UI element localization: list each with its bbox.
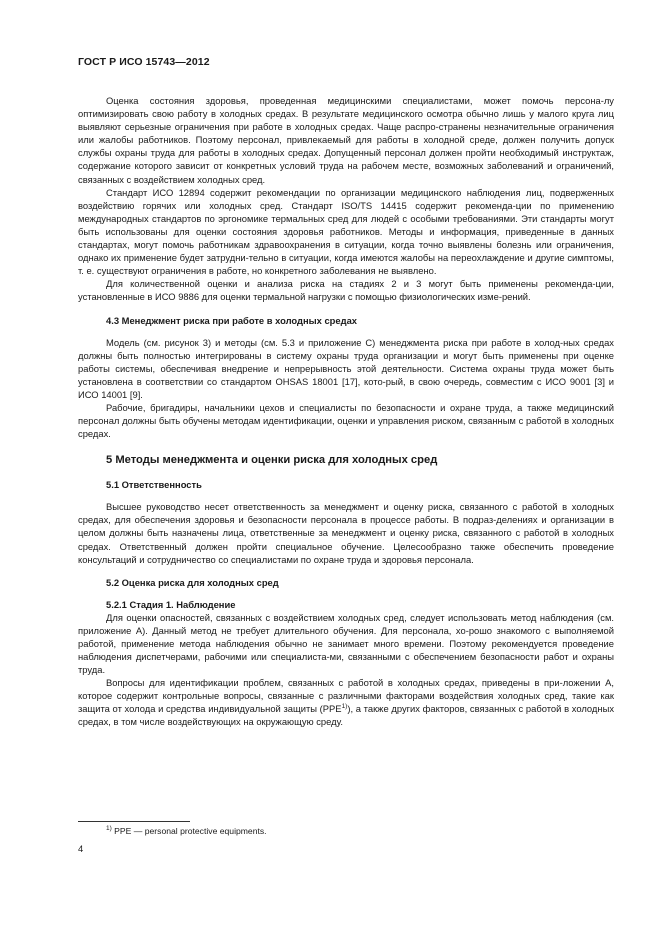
subsection-heading: 4.3 Менеджмент риска при работе в холодных средах [106, 314, 357, 326]
paragraph: Для количественной оценки и анализа риска на стадиях 2 и 3 могут быть применены рекоменда-ции, установленные в ИСО 9886 для оценки термальной нагрузки с помощью физиологических изме-рений. [78, 278, 614, 303]
subsubsection-heading: 5.2.1 Стадия 1. Наблюдение [106, 598, 236, 610]
paragraph: Оценка состояния здоровья, проведенная медицинскими специалистами, может помочь персона-лу оптимизировать свою работу в холодных средах. В результате медицинского осмотра обычно лишь у малого круга лиц выявляют серьезные ограничения при работе в холодных средах. Чаще распро-странены незначительные ограничения или жалобы работников. Поэтому персонал, привлекаемый для работы в холодной среде, должен получить допуск службы охраны труда для работы в холодных средах. Допущенный персонал должен пройти необходимый инструктаж, содержание которого зависит от конкретных условий труда на рабочем месте, возможных заболеваний и ограничений, связанных с воздействием холодных сред. [78, 95, 614, 185]
paragraph: Для оценки опасностей, связанных с воздействием холодных сред, следует использовать метод наблюдения (см. приложение А). Данный метод не требует длительного обучения. Для персонала, хо-рошо знакомого с выполняемой работой, применение метода наблюдения обычно не занимает много времени. Поэтому рекомендуется проведение наблюдения диспетчерами, рабочими или специалиста-ми, связанными с обеспечением безопасности работ и охраны труда. [78, 611, 614, 676]
paragraph: Высшее руководство несет ответственность за менеджмент и оценку риска, связанного с работой в холодных средах, для обеспечения здоровья и безопасности персонала в процессе работы. В подраз-делениях и организации в целом должны быть назначены лица, ответственные за менеджмент и оценку риска, связанного с работой в холодных средах. Ответственный должен пройти специальное обучение. Целесообразно также обеспечить проведение консультаций и сотрудничество со специалистами по охране труда и здоровья персонала. [78, 501, 614, 565]
document-body [78, 94, 614, 729]
paragraph: Модель (см. рисунок 3) и методы (см. 5.3 и приложение С) менеджмента риска при работе в холод-ных средах должны быть полностью интегрированы в систему охраны труда организации и могут быть применены при оценке работы системы, обеспечивая внедрение и непрерывность этой деятельности. Система охраны труда может быть установлена в соответствии со стандартом OHSAS 18001 [17], кото-рый, в свою очередь, совместим с ИСО 9001 [3] и ИСО 14001 [9]. [78, 336, 614, 400]
footnote-reference: 1) [341, 703, 348, 711]
document-page [78, 56, 614, 729]
footnote [106, 826, 267, 837]
paragraph: Рабочие, бригадиры, начальники цехов и специалисты по безопасности и охране труда, а также медицинский персонал должны быть обучены методам идентификации, оценки и управления риском, связанным с работой в холодных средах. [78, 401, 614, 440]
paragraph: Стандарт ИСО 12894 содержит рекомендации по организации медицинского наблюдения лиц, подверженных воздействию горячих или холодных сред. Стандарт ISO/TS 14415 содержит рекоменда-ции по применению международных стандартов по эргономике термальных сред для людей с особыми требованиями. Эти стандарты могут быть использованы для оценки состояния здоровья работников. Методы и информация, приведенные в данных стандартах, могут помочь работникам здравоохранения в ситуации, когда точно выявлены болезнь или ограничения, однако их применение будет затрудни-тельно в ситуации, когда имеются жалобы на переохлаждение и другие симптомы, т. е. существуют ограничения в работе, но конкретного заболевания не выявлено. [78, 186, 614, 277]
subsection-heading: 5.1 Ответственность [106, 479, 202, 491]
paragraph-text-tail: ), а также других факторов, связанных с работой в холодных средах, в том числе воздействующих на окружающую среду. [78, 703, 615, 728]
document-header: ГОСТ Р ИСО 15743—2012 [78, 56, 210, 68]
page-number: 4 [78, 843, 84, 854]
paragraph [78, 676, 614, 728]
section-heading: 5 Методы менеджмента и оценки риска для холодных сред [106, 454, 438, 467]
footnote-mark: 1) [106, 825, 112, 833]
footnote-divider [78, 821, 190, 822]
paragraph-text: Вопросы для идентификации проблем, связанных с работой в холодных средах, приведены в при-ложении А, которое содержит контрольные вопросы, связанные с различными факторами воздействия холодных сред, такие как защита от холода и средства индивидуальной защиты (PPE [78, 677, 614, 715]
footnote-text: PPE — personal protective equipments. [111, 826, 267, 836]
subsection-heading: 5.2 Оценка риска для холодных сред [106, 576, 279, 588]
